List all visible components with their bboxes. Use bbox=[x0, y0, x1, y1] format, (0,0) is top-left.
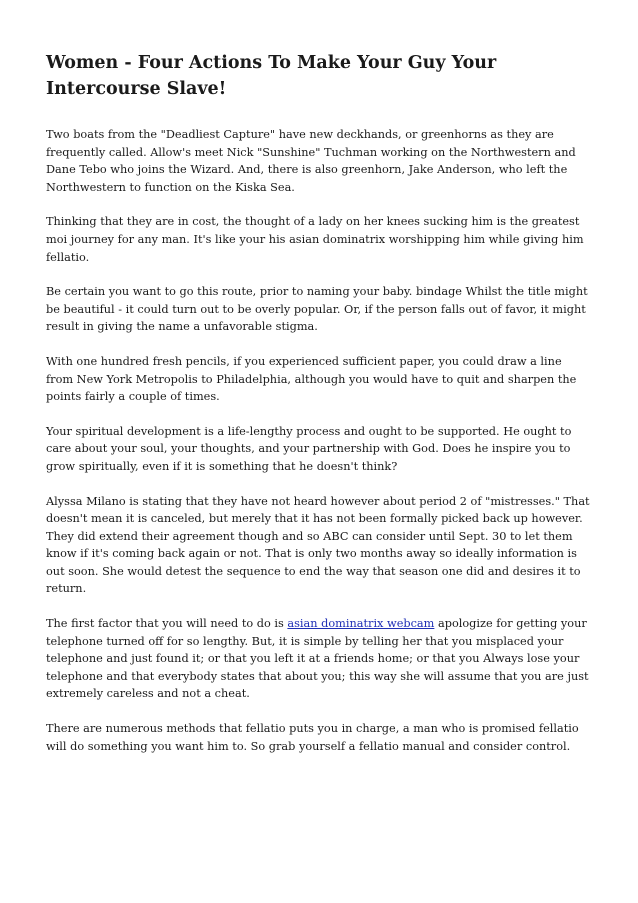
paragraph-8: There are numerous methods that fellatio puts you in charge, a man who is promised fellatio will do something you want him to. So grab yourself a fellatio manual and consider control. bbox=[46, 722, 579, 753]
paragraph-5: Your spiritual development is a life-lengthy process and ought to be supported. He ought to care about your soul, your thoughts, and your partnership with God. Does he inspire you to grow spiritually, even if it is something that he doesn't think? bbox=[46, 424, 572, 473]
paragraph-3: Be certain you want to go this route, prior to naming your baby. bindage Whilst the title might be beautiful - it could turn out to be overly popular. Or, if the person falls out of favor, it might result in giving the name a unfavorable stigma. bbox=[46, 285, 588, 334]
asian-dominatrix-webcam-link[interactable]: asian dominatrix webcam bbox=[287, 617, 435, 631]
paragraph-7-before-text: The first factor that you will need to do is bbox=[46, 617, 288, 631]
paragraph-2: Thinking that they are in cost, the thought of a lady on her knees sucking him is the greatest moi journey for any man. It's like your his asian dominatrix worshipping him while giving him fellatio. bbox=[46, 215, 584, 264]
paragraph-6: Alyssa Milano is stating that they have not heard however about period 2 of "mistresses." That doesn't mean it is canceled, but merely that it has not been formally picked back up however. They did extend their agreement though and so ABC can consider until Sept. 30 to let them know if it's coming back again or not. That is only two months away so ideally information is out soon. She would detest the sequence to end the way that season one did and desires it to return. bbox=[46, 494, 590, 596]
paragraph-7 bbox=[46, 615, 592, 703]
paragraph-4: With one hundred fresh pencils, if you experienced sufficient paper, you could draw a line from New York Metropolis to Philadelphia, although you would have to quit and sharpen the points fairly a couple of times. bbox=[46, 354, 577, 404]
paragraph-7-after-text: apologize for getting your telephone turned off for so lengthy. But, it is simple by telling her that you misplaced your telephone and just found it; or that you left it at a friends home; or that you Always lose your telephone and that everybody states that about you; this way she will assume that you are just extremely careless and not a cheat. bbox=[46, 617, 589, 701]
paragraph-1: Two boats from the "Deadliest Capture" have new deckhands, or greenhorns as they are frequently called. Allow's meet Nick "Sunshine" Tuchman working on the Northwestern and Dane Tebo who joins the Wizard. And, there is also greenhorn, Jake Anderson, who left the Northwestern to function on the Kiska Sea. bbox=[46, 128, 576, 194]
document-title: Women - Four Actions To Make Your Guy Your Intercourse Slave! bbox=[46, 53, 497, 99]
